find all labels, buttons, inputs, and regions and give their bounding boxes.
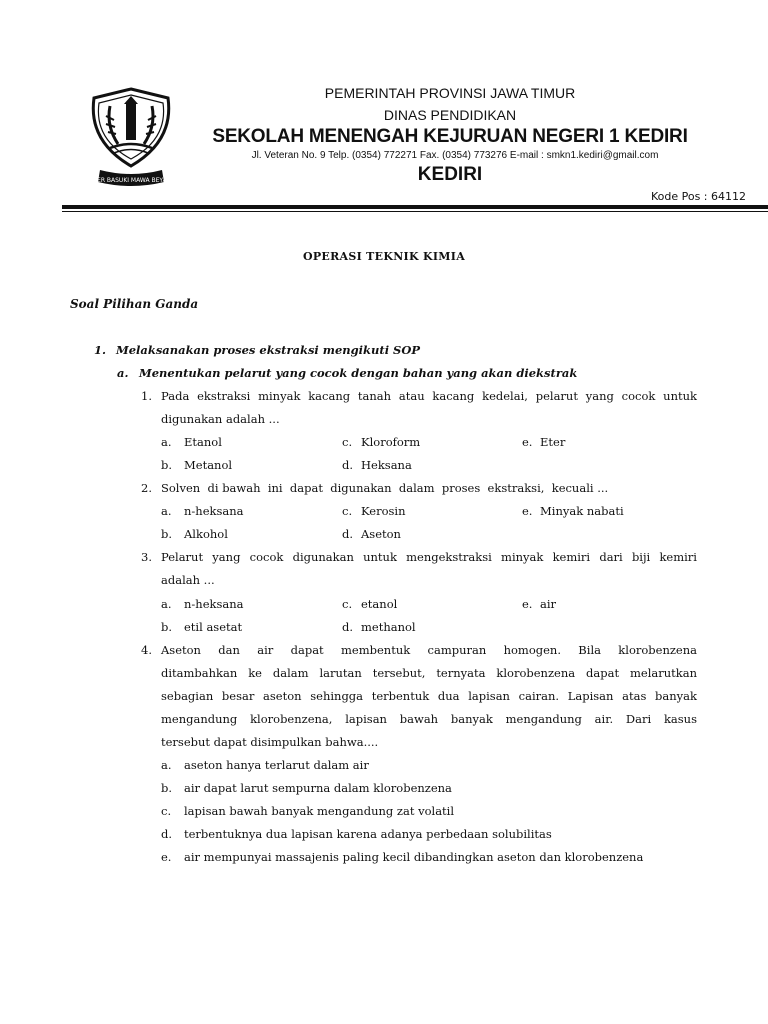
question-4-number: 4.	[141, 643, 152, 657]
option-letter: e.	[161, 850, 172, 864]
option-letter: a.	[161, 435, 172, 449]
question-3-line-1: Pelarut yang cocok digunakan untuk mengekstraksi minyak kemiri dari biji kemiri	[161, 550, 697, 564]
option-text: lapisan bawah banyak mengandung zat volatil	[184, 804, 455, 818]
option-text: methanol	[361, 620, 416, 634]
option-text: air	[540, 597, 557, 611]
option-letter: b.	[161, 527, 173, 541]
option-letter: c.	[342, 504, 353, 518]
question-3-number: 3.	[141, 550, 152, 564]
indicator-letter: a.	[117, 366, 129, 380]
option-letter: a.	[161, 758, 172, 772]
question-2-number: 2.	[141, 481, 152, 495]
question-1-line-1: Pada ekstraksi minyak kacang tanah atau kacang kedelai, pelarut yang cocok untuk	[161, 389, 697, 403]
school-address: Jl. Veteran No. 9 Telp. (0354) 772271 Fax. (0354) 773276 E-mail : smkn1.kediri@gmail.com	[251, 150, 659, 161]
option-letter: c.	[342, 597, 353, 611]
question-2-line-1: Solven di bawah ini dapat digunakan dalam proses ekstraksi, kecuali ...	[161, 481, 609, 495]
option-text: Aseton	[361, 527, 401, 541]
option-text: aseton hanya terlarut dalam air	[184, 758, 369, 772]
option-letter: b.	[161, 620, 173, 634]
option-letter: b.	[161, 458, 173, 472]
option-letter: d.	[342, 620, 354, 634]
postal-code: Kode Pos : 64112	[650, 190, 746, 203]
letterhead	[0, 0, 768, 215]
option-text: Kloroform	[361, 435, 421, 449]
subject-title: OPERASI TEKNIK KIMIA	[302, 250, 466, 263]
question-3-line-2: adalah ...	[161, 573, 215, 587]
option-letter: c.	[342, 435, 353, 449]
option-letter: a.	[161, 504, 172, 518]
option-letter: a.	[161, 597, 172, 611]
question-4-line-1: Aseton dan air dapat membentuk campuran homogen. Bila klorobenzena	[161, 643, 697, 657]
question-4-line-2: ditambahkan ke dalam larutan tersebut, ternyata klorobenzena dapat melarutkan	[161, 666, 697, 680]
school-name: SEKOLAH MENENGAH KEJURUAN NEGERI 1 KEDIRI	[212, 126, 688, 147]
header-divider-thick	[62, 205, 768, 209]
east-java-emblem-icon	[86, 86, 176, 194]
option-text: etil asetat	[184, 620, 243, 634]
header-divider-thin	[62, 211, 768, 212]
competency-number: 1.	[94, 343, 107, 357]
question-1-number: 1.	[141, 389, 152, 403]
option-text: air mempunyai massajenis paling kecil dibandingkan aseton dan klorobenzena	[184, 850, 644, 864]
indicator-text: Menentukan pelarut yang cocok dengan bahan yang akan diekstrak	[139, 366, 578, 380]
option-text: Alkohol	[184, 527, 228, 541]
city-name: KEDIRI	[417, 164, 483, 185]
option-text: n-heksana	[184, 504, 244, 518]
option-text: Etanol	[184, 435, 222, 449]
question-1-line-2: digunakan adalah ...	[161, 412, 280, 426]
section-title: Soal Pilihan Ganda	[70, 297, 199, 311]
option-text: Eter	[540, 435, 566, 449]
option-text: Metanol	[184, 458, 233, 472]
option-text: n-heksana	[184, 597, 244, 611]
option-letter: d.	[161, 827, 173, 841]
option-letter: c.	[161, 804, 172, 818]
option-letter: e.	[522, 504, 533, 518]
option-letter: d.	[342, 527, 354, 541]
competency-text: Melaksanakan proses ekstraksi mengikuti SOP	[116, 343, 421, 357]
question-4-line-3: sebagian besar aseton sehingga terbentuk dua lapisan cairan. Lapisan atas banyak	[161, 689, 697, 703]
government-name: PEMERINTAH PROVINSI JAWA TIMUR	[324, 85, 576, 101]
option-text: Minyak nabati	[540, 504, 624, 518]
option-text: air dapat larut sempurna dalam klorobenzena	[184, 781, 452, 795]
option-text: Kerosin	[361, 504, 406, 518]
option-text: Heksana	[361, 458, 412, 472]
option-letter: b.	[161, 781, 173, 795]
option-letter: e.	[522, 435, 533, 449]
option-letter: d.	[342, 458, 354, 472]
question-4-line-5: tersebut dapat disimpulkan bahwa....	[161, 735, 379, 749]
department-name: DINAS PENDIDIKAN	[383, 107, 517, 123]
emblem-motto: JER BASUKI MAWA BEYA	[95, 177, 167, 184]
option-text: terbentuknya dua lapisan karena adanya perbedaan solubilitas	[184, 827, 552, 841]
option-text: etanol	[361, 597, 398, 611]
option-letter: e.	[522, 597, 533, 611]
question-4-line-4: mengandung klorobenzena, lapisan bawah banyak mengandung air. Dari kasus	[161, 712, 697, 726]
